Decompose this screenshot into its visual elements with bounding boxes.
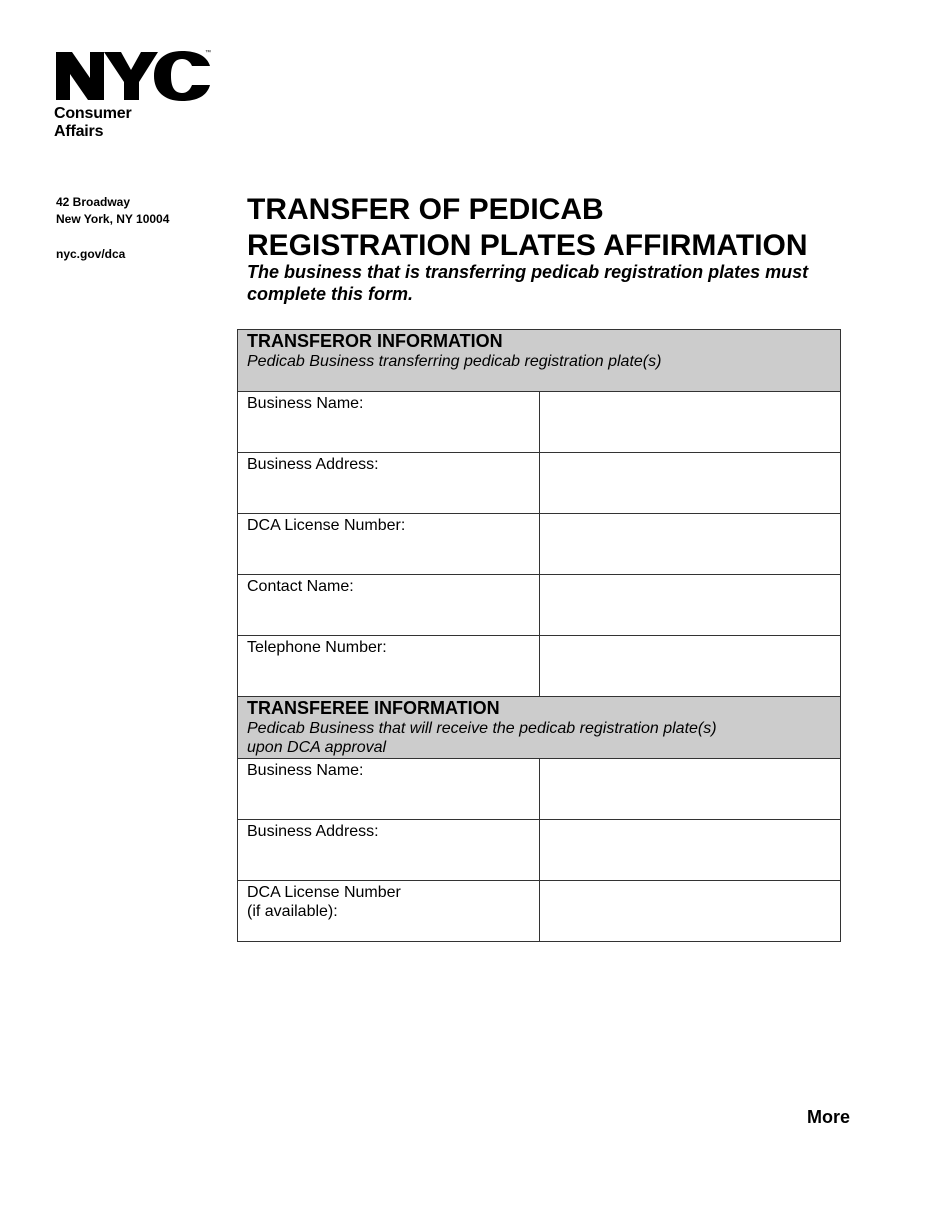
website-link[interactable]: nyc.gov/dca <box>56 247 126 261</box>
field-label: Business Name: <box>238 759 540 820</box>
more-link[interactable]: More <box>807 1107 851 1127</box>
transferee-section-header <box>238 697 841 759</box>
nyc-consumer-affairs-logo <box>54 48 214 141</box>
table-row <box>238 453 841 514</box>
table-row <box>238 759 841 820</box>
office-address <box>56 194 169 263</box>
transferee-business-name-field[interactable] <box>539 759 841 820</box>
transferee-business-address-field[interactable] <box>539 820 841 881</box>
org-name-line2: Affairs <box>54 123 104 140</box>
page-subtitle: The business that is transferring pedicab registration plates must complete this form. <box>247 262 809 304</box>
table-row <box>238 636 841 697</box>
transferee-license-number-field[interactable] <box>539 881 841 942</box>
transferor-telephone-field[interactable] <box>539 636 841 697</box>
transferor-license-number-field[interactable] <box>539 514 841 575</box>
org-name-line1: Consumer <box>54 105 132 122</box>
field-label: Business Name: <box>238 392 540 453</box>
table-row <box>238 575 841 636</box>
title-line1: TRANSFER OF PEDICAB <box>247 193 604 226</box>
nyc-logo-icon <box>54 48 212 102</box>
table-row <box>238 881 841 942</box>
transfer-form-table <box>237 329 841 942</box>
address-line2: New York, NY 10004 <box>56 212 170 226</box>
transferor-business-name-field[interactable] <box>539 392 841 453</box>
transferor-contact-name-field[interactable] <box>539 575 841 636</box>
field-label: DCA License Number: <box>238 514 540 575</box>
transferor-heading: TRANSFEROR INFORMATION <box>247 331 503 351</box>
address-line1: 42 Broadway <box>56 195 131 209</box>
field-label: Telephone Number: <box>238 636 540 697</box>
field-label <box>238 881 540 942</box>
transferee-heading: TRANSFEREE INFORMATION <box>247 698 500 718</box>
field-label: Business Address: <box>238 820 540 881</box>
field-label: Contact Name: <box>238 575 540 636</box>
page-title <box>247 192 897 264</box>
field-label-line2: (if available): <box>247 903 338 920</box>
transferee-description-line1: Pedicab Business that will receive the pedicab registration plate(s) <box>247 720 717 737</box>
transferee-description-line2: upon DCA approval <box>247 739 387 756</box>
field-label: Business Address: <box>238 453 540 514</box>
table-row <box>238 820 841 881</box>
transferor-business-address-field[interactable] <box>539 453 841 514</box>
transferor-description: Pedicab Business transferring pedicab registration plate(s) <box>247 353 662 370</box>
title-line2: REGISTRATION PLATES AFFIRMATION <box>247 229 808 262</box>
field-label-line1: DCA License Number <box>247 884 401 901</box>
table-row <box>238 392 841 453</box>
table-row <box>238 514 841 575</box>
transferor-section-header <box>238 330 841 392</box>
svg-text:™: ™ <box>205 50 211 56</box>
